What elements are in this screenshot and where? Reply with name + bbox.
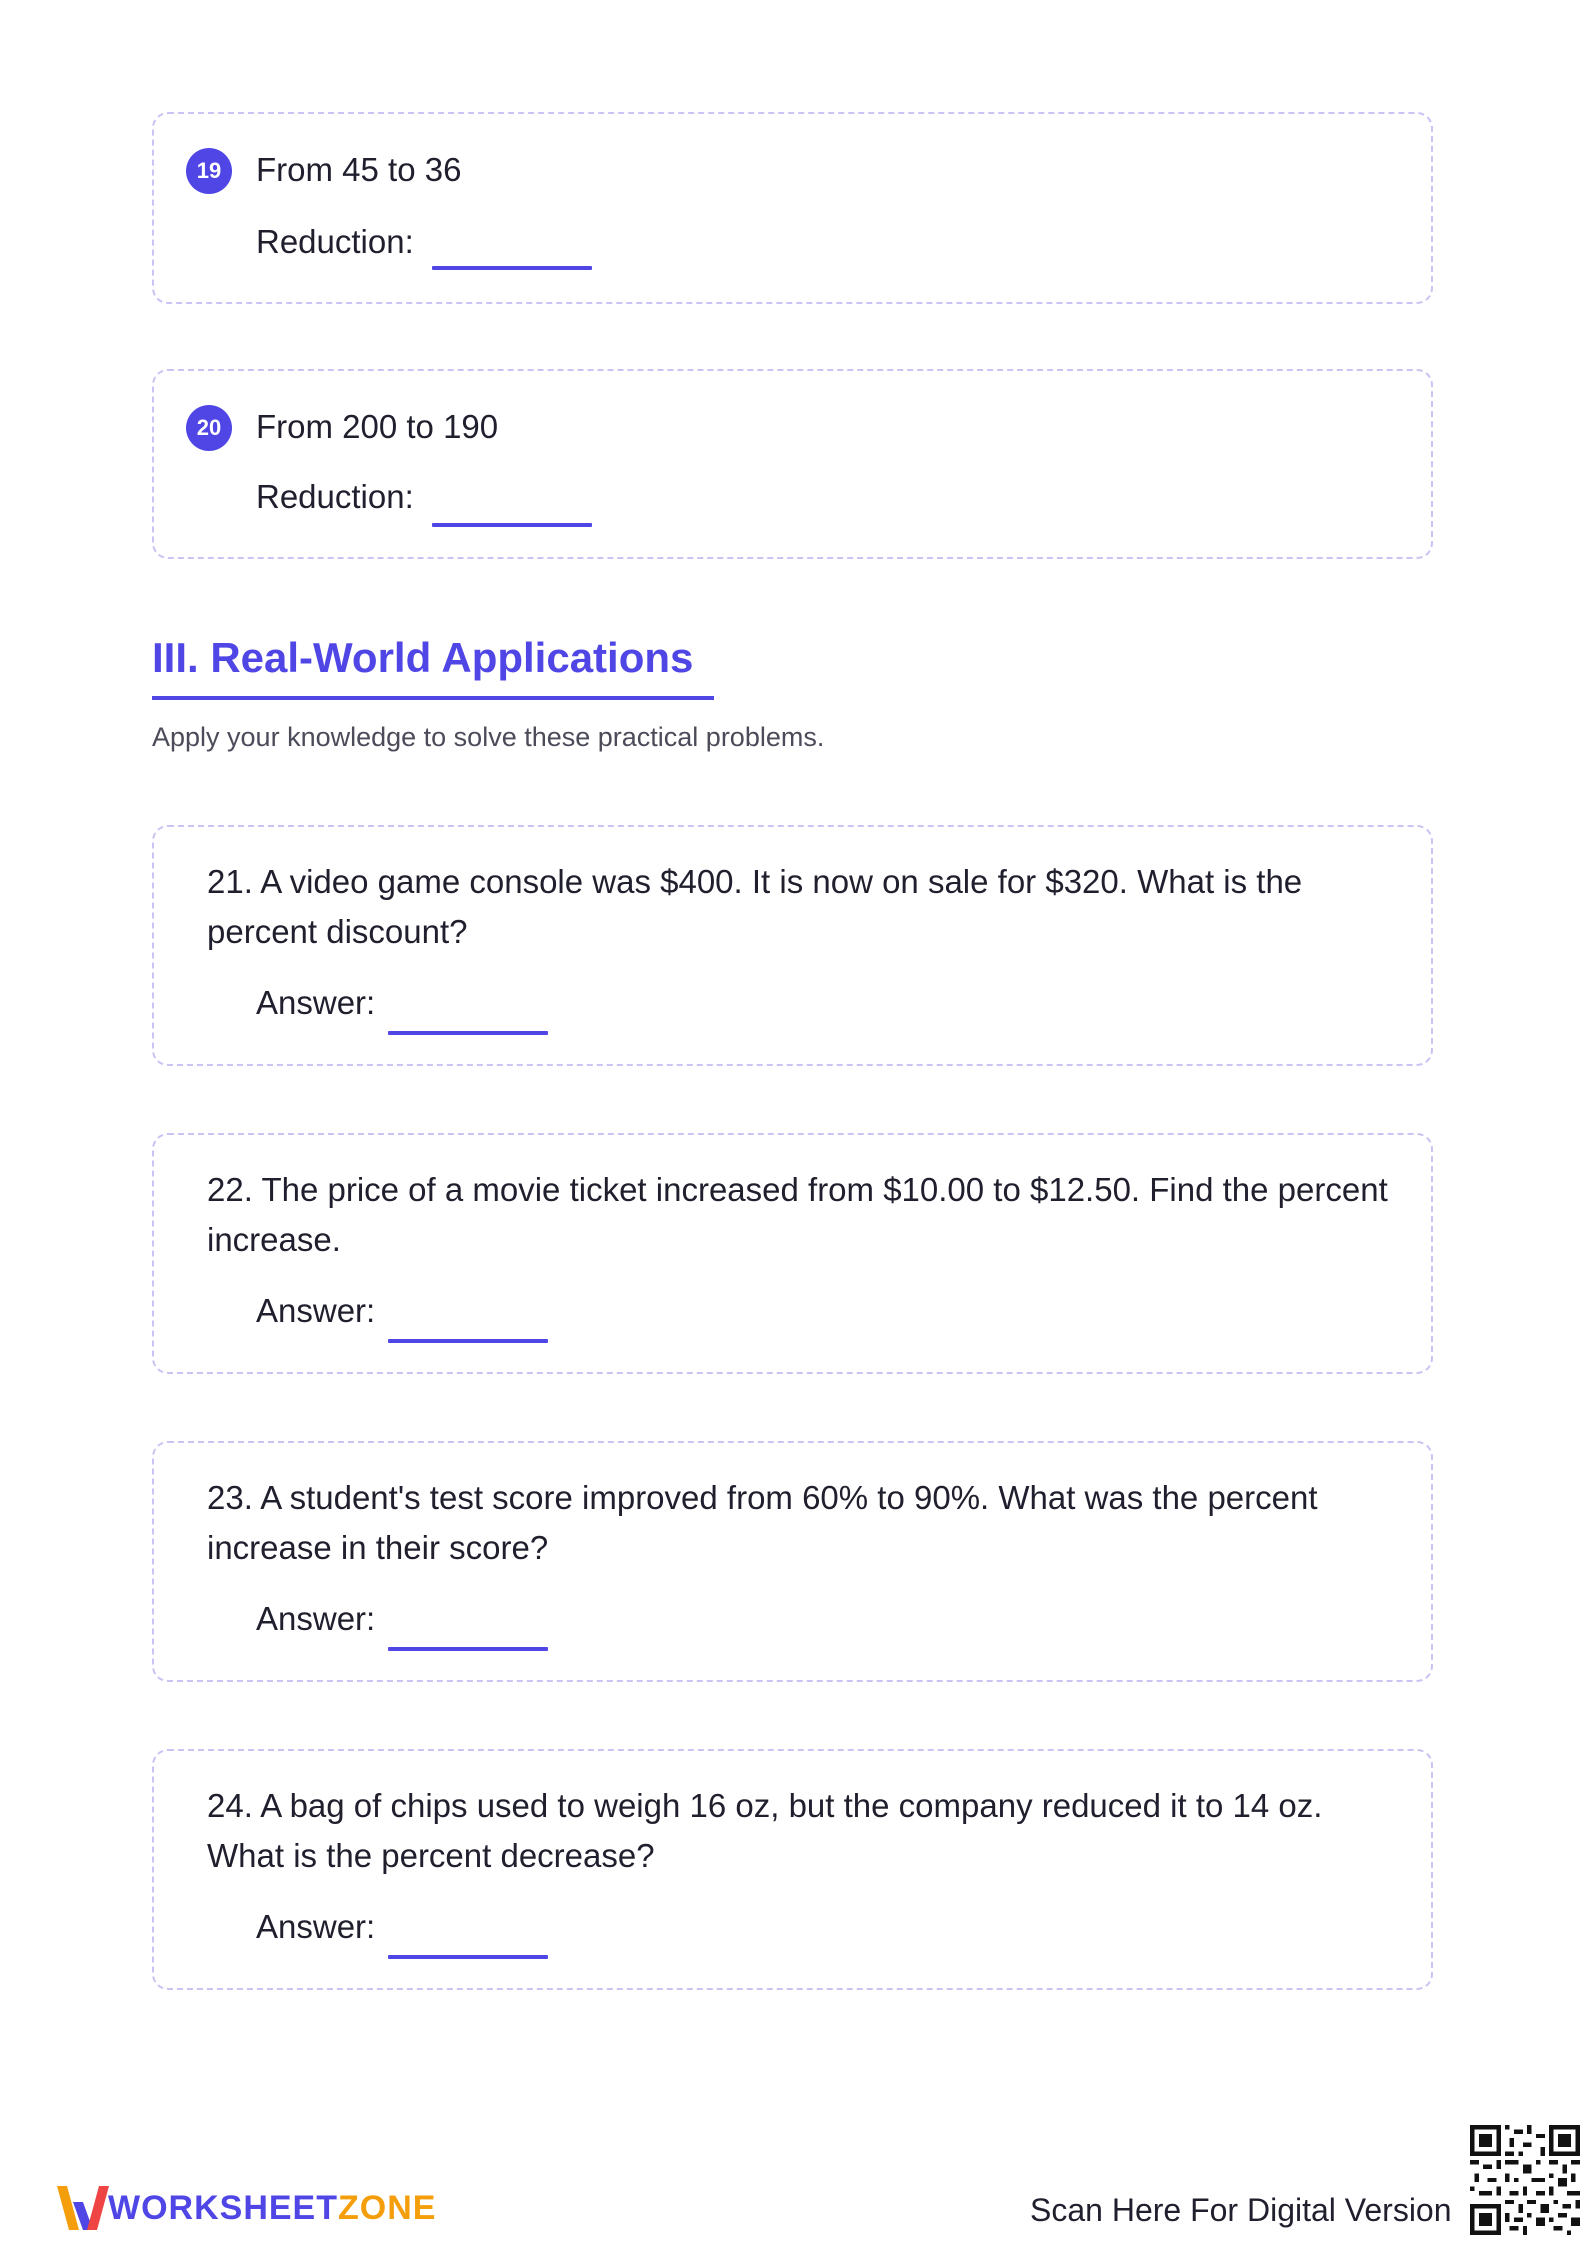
- answer-label: Answer:: [256, 1600, 376, 1637]
- word-problem-card-21: [152, 825, 1433, 1066]
- section-title: III. Real-World Applications: [152, 634, 694, 681]
- answer-blank[interactable]: [388, 1339, 548, 1343]
- answer-blank[interactable]: [388, 1031, 548, 1035]
- word-problem-text: 22. The price of a movie ticket increased from $10.00 to $12.50. Find the percent increase.: [207, 1171, 1388, 1258]
- problem-card-20: [152, 369, 1433, 559]
- word-problem-text: 23. A student's test score improved from 60% to 90%. What was the percent increase in their score?: [207, 1479, 1318, 1566]
- brand-name-part2: ZONE: [338, 2189, 437, 2227]
- answer-blank[interactable]: [388, 1647, 548, 1651]
- section-description: Apply your knowledge to solve these practical problems.: [152, 722, 825, 752]
- reduction-label: Reduction:: [256, 223, 414, 260]
- word-problem-card-23: [152, 1441, 1433, 1682]
- brand-name: [108, 2188, 436, 2228]
- problem-prompt: From 45 to 36: [256, 151, 462, 188]
- problem-number-badge: 19: [186, 148, 232, 194]
- brand-name-part1: WORKSHEET: [108, 2189, 338, 2227]
- qr-code-icon[interactable]: [1470, 2125, 1580, 2235]
- answer-blank[interactable]: [388, 1955, 548, 1959]
- problem-prompt: From 200 to 190: [256, 408, 499, 445]
- word-problem-card-24: [152, 1749, 1433, 1990]
- answer-blank[interactable]: [432, 523, 592, 527]
- answer-label: Answer:: [256, 984, 376, 1021]
- problem-number-badge: 20: [186, 405, 232, 451]
- word-problem-text: 24. A bag of chips used to weigh 16 oz, but the company reduced it to 14 oz. What is the percent decrease?: [207, 1787, 1323, 1874]
- answer-label: Answer:: [256, 1908, 376, 1945]
- scan-instruction: Scan Here For Digital Version: [1030, 2192, 1452, 2228]
- answer-blank[interactable]: [432, 266, 592, 270]
- reduction-label: Reduction:: [256, 478, 414, 515]
- answer-label: Answer:: [256, 1292, 376, 1329]
- section-underline: [152, 696, 714, 700]
- word-problem-text: 21. A video game console was $400. It is now on sale for $320. What is the percent discount?: [207, 863, 1303, 950]
- problem-card-19: [152, 112, 1433, 304]
- word-problem-card-22: [152, 1133, 1433, 1374]
